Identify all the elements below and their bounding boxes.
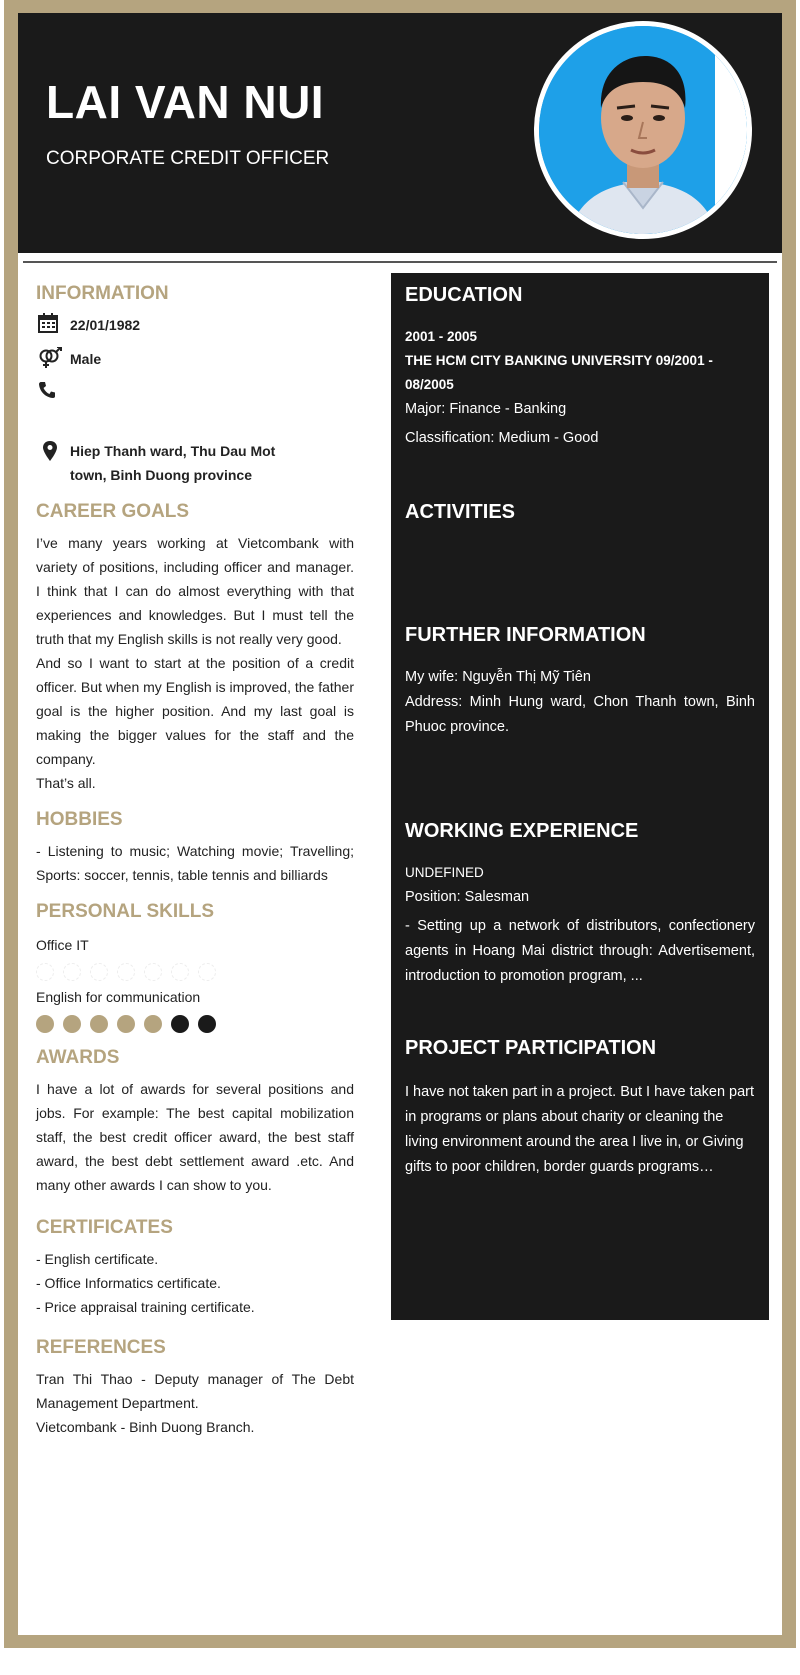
skill-rating-dot xyxy=(171,1015,189,1033)
skill-rating-dot xyxy=(144,1015,162,1033)
gender-row xyxy=(36,347,354,371)
birth-date-row xyxy=(36,313,354,337)
skill-office-it-label: Office IT xyxy=(36,937,89,953)
header-divider xyxy=(23,261,777,263)
personal-skills-heading: PERSONAL SKILLS xyxy=(36,901,215,922)
certificate-item: - English certificate. xyxy=(36,1251,159,1267)
career-goals-line-3: That’s all. xyxy=(36,775,96,791)
home-address: Hiep Thanh ward, Thu Dau Mot town, Binh Duong province xyxy=(70,443,276,483)
awards-text: I have a lot of awards for several positions and jobs. For example: The best capital mobilization staff, the best credit officer award, the best staff award, the best debt settlement award .etc. And many other awards I can show to you. xyxy=(36,1081,354,1193)
awards-heading: AWARDS xyxy=(36,1047,120,1068)
skill-rating-dot xyxy=(171,963,189,981)
skill-rating-dot xyxy=(36,1015,54,1033)
calendar-icon xyxy=(36,313,70,333)
education-school: THE HCM CITY BANKING UNIVERSITY 09/2001 - 08/2005 xyxy=(405,353,713,392)
skill-rating-dot xyxy=(198,963,216,981)
certificates-heading: CERTIFICATES xyxy=(36,1217,173,1238)
further-information-heading: FURTHER INFORMATION xyxy=(405,624,646,646)
candidate-name: LAI VAN NUI xyxy=(46,76,325,128)
cv-sheet xyxy=(18,13,782,1635)
work-company: UNDEFINED xyxy=(405,865,484,880)
skill-rating-dot xyxy=(90,1015,108,1033)
certificate-item: - Price appraisal training certificate. xyxy=(36,1299,255,1315)
further-info-address: Address: Minh Hung ward, Chon Thanh town, Binh Phuoc province. xyxy=(405,694,755,735)
skill-rating-dot xyxy=(117,1015,135,1033)
skill-rating-dot xyxy=(36,963,54,981)
project-participation-heading: PROJECT PARTICIPATION xyxy=(405,1037,657,1059)
birth-date: 22/01/1982 xyxy=(70,317,141,333)
skill-office-it-rating xyxy=(36,963,354,981)
phone-icon xyxy=(36,381,70,399)
cv-header xyxy=(18,13,782,253)
gender: Male xyxy=(70,351,102,367)
skill-rating-dot xyxy=(63,963,81,981)
career-goals-line-2: And so I want to start at the position of a credit officer. But when my English is improved, the father goal is the higher position. And my last goal is making the bigger values for the staff and the company. xyxy=(36,655,355,767)
education-period: 2001 - 2005 xyxy=(405,329,478,344)
job-title: CORPORATE CREDIT OFFICER xyxy=(46,148,330,169)
information-heading: INFORMATION xyxy=(36,283,169,304)
activities-heading: ACTIVITIES xyxy=(405,501,516,523)
skill-rating-dot xyxy=(144,963,162,981)
education-major: Major: Finance - Banking xyxy=(405,401,567,417)
reference-line-1: Tran Thi Thao - Deputy manager of The Debt Management Department. xyxy=(36,1371,354,1411)
left-column xyxy=(36,283,354,1439)
skill-rating-dot xyxy=(90,963,108,981)
career-goals-heading: CAREER GOALS xyxy=(36,501,190,522)
profile-photo xyxy=(534,21,752,239)
hobbies-heading: HOBBIES xyxy=(36,809,123,830)
career-goals-line-1: I’ve many years working at Vietcombank with variety of positions, including officer and manager. I think that I can do almost everything with that experiences and knowledges. But I must tell the truth that my English skills is not really very good. xyxy=(36,535,354,647)
skill-english-label: English for communication xyxy=(36,989,201,1005)
skill-rating-dot xyxy=(198,1015,216,1033)
education-classification: Classification: Medium - Good xyxy=(405,430,599,446)
work-description: - Setting up a network of distributors, confectionery agents in Hoang Mai district through: Advertisement, introduction to promotion program, ... xyxy=(405,918,755,984)
portrait-illustration xyxy=(539,26,747,234)
work-position: Position: Salesman xyxy=(405,889,530,905)
working-experience-heading: WORKING EXPERIENCE xyxy=(405,820,639,842)
project-participation-text: I have not taken part in a project. But I have taken part in programs or plans about charity or cleaning the living environment around the area I live in, or Giving gifts to poor children, border guards programs… xyxy=(405,1084,755,1175)
further-info-wife: My wife: Nguyễn Thị Mỹ Tiên xyxy=(405,669,591,685)
skill-rating-dot xyxy=(117,963,135,981)
gender-icon xyxy=(36,347,70,369)
map-pin-icon xyxy=(36,439,70,461)
skill-rating-dot xyxy=(63,1015,81,1033)
references-heading: REFERENCES xyxy=(36,1337,166,1358)
right-column xyxy=(391,273,769,1320)
hobbies-text: - Listening to music; Watching movie; Travelling; Sports: soccer, tennis, table tennis and billiards xyxy=(36,843,354,883)
address-row xyxy=(36,439,354,487)
phone-row xyxy=(36,381,354,403)
certificates-list xyxy=(36,1247,354,1319)
skill-english-rating xyxy=(36,1015,354,1033)
reference-line-2: Vietcombank - Binh Duong Branch. xyxy=(36,1419,255,1435)
certificate-item: - Office Informatics certificate. xyxy=(36,1275,221,1291)
education-heading: EDUCATION xyxy=(405,284,523,306)
